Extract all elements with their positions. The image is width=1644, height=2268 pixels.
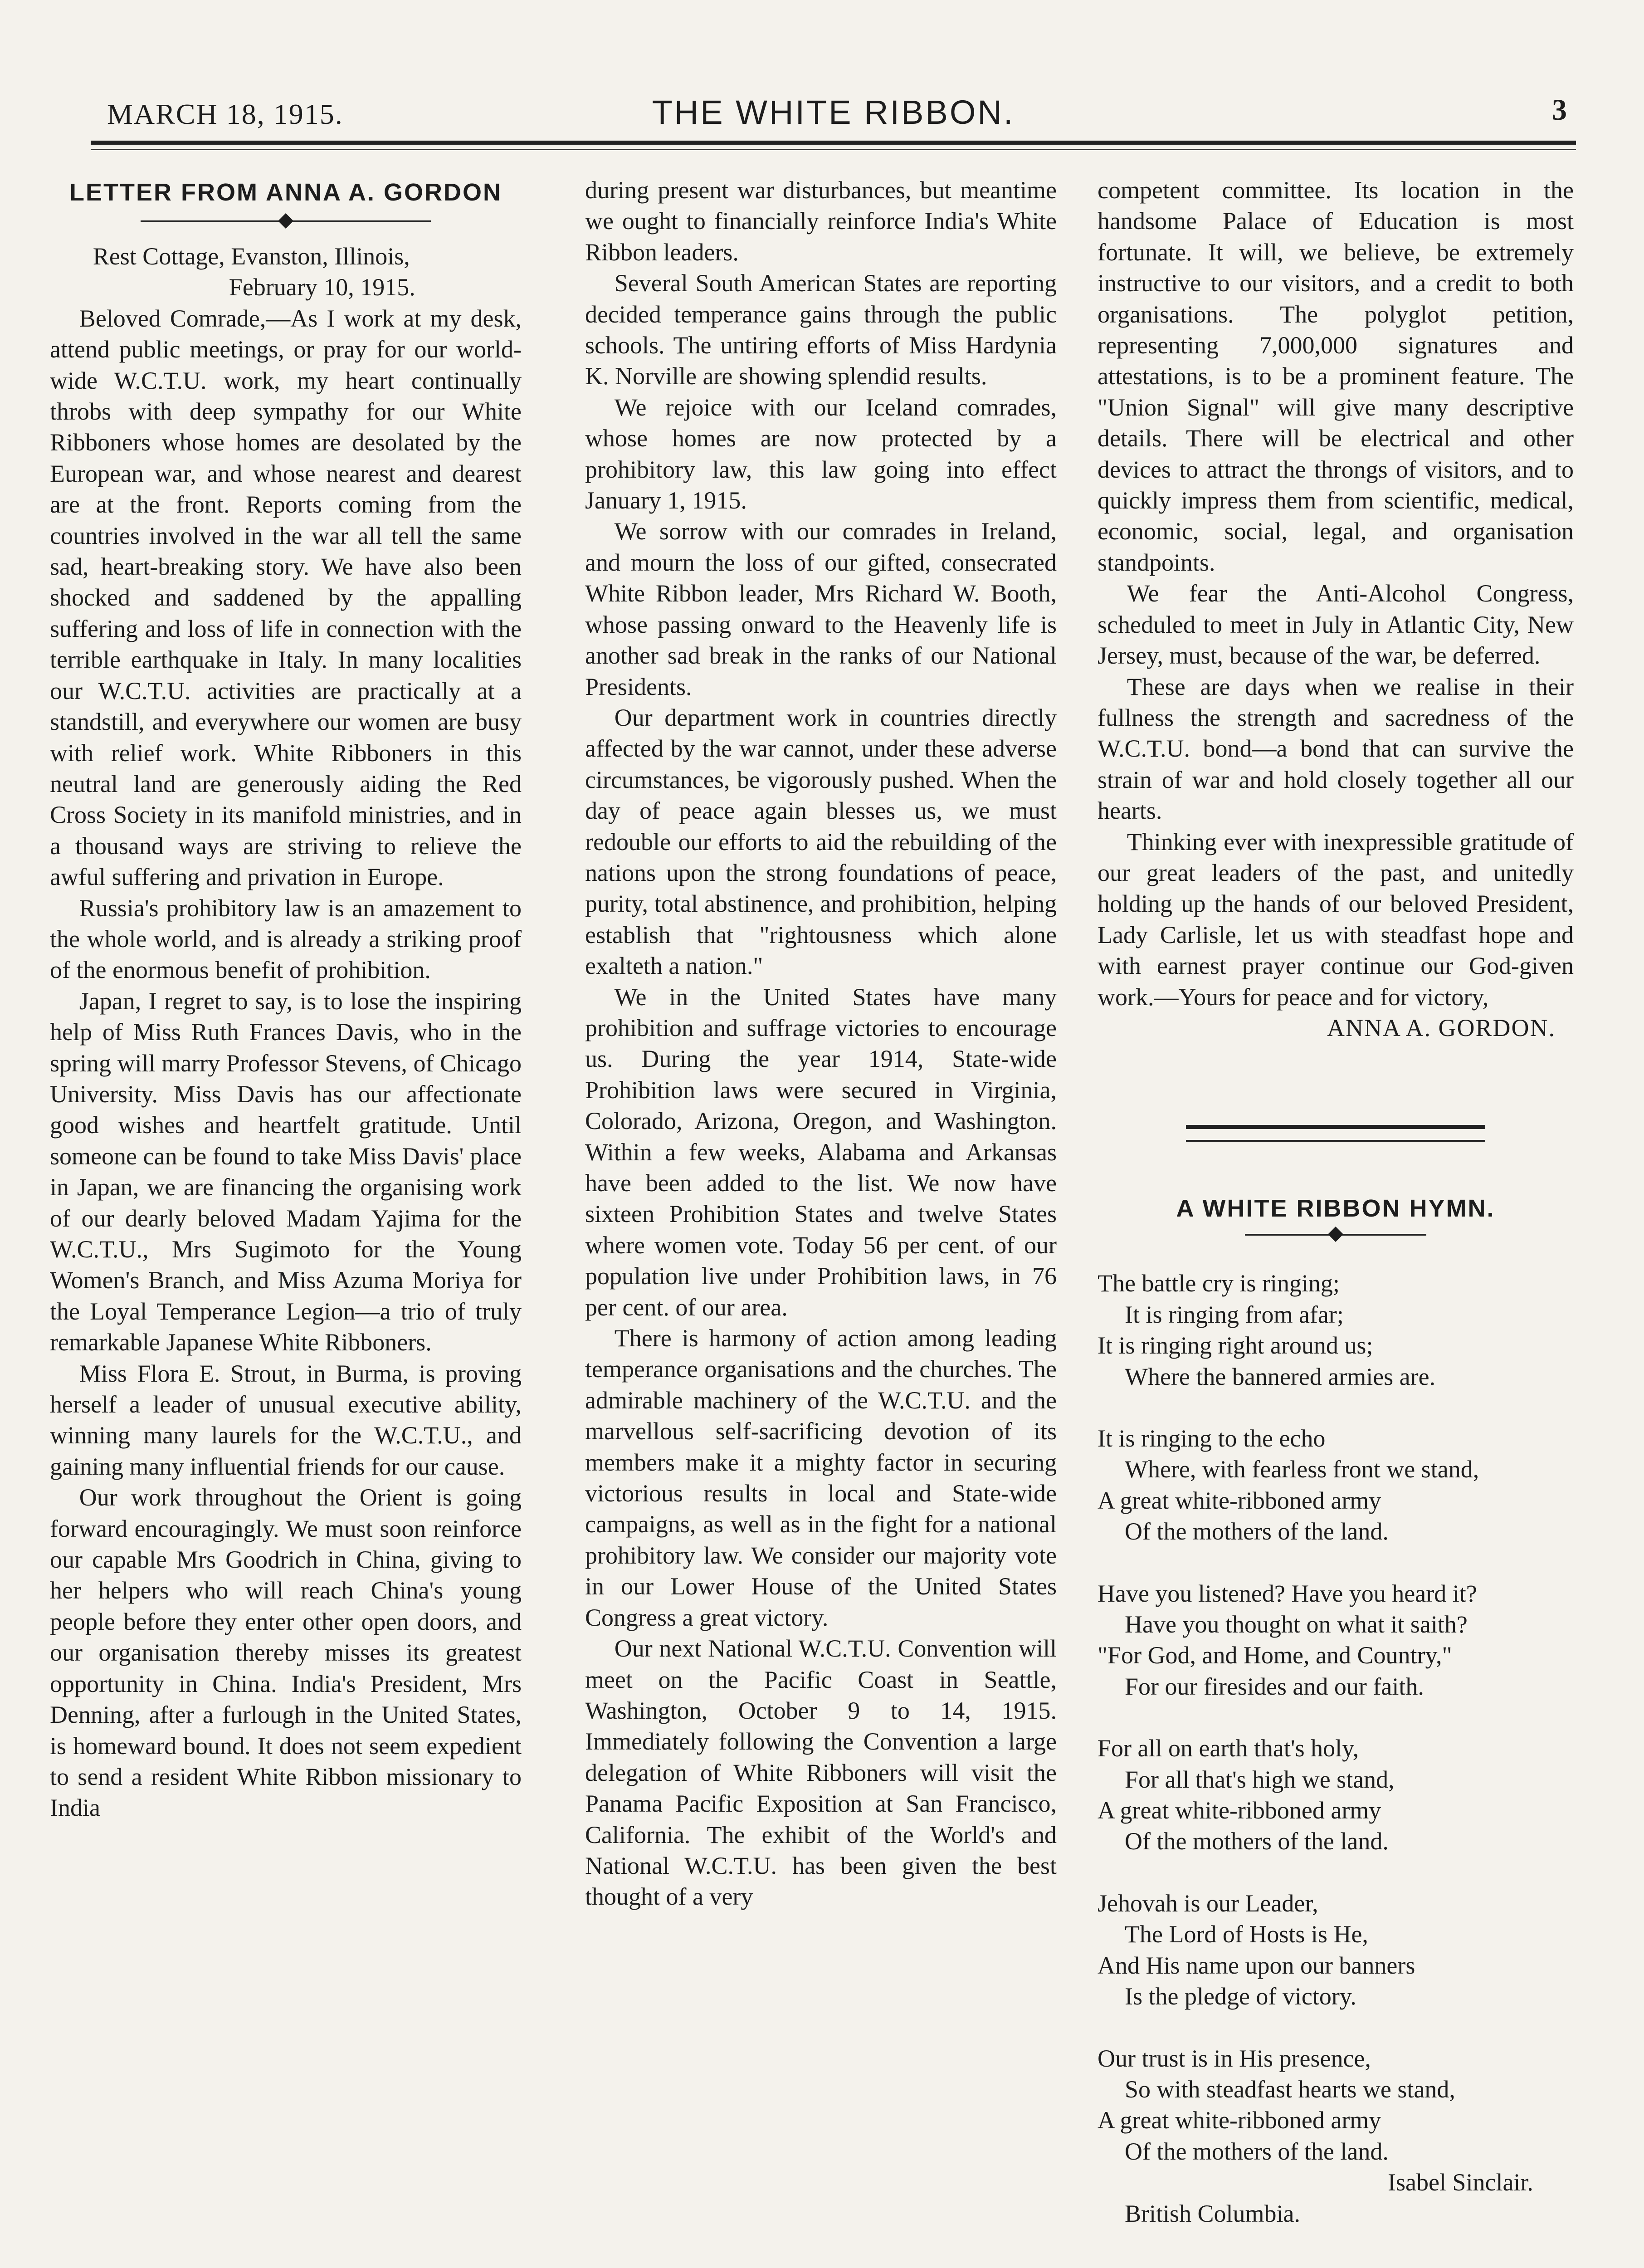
hymn-line: The battle cry is ringing; (1098, 1270, 1340, 1297)
hymn-author-place: British Columbia. (1125, 2200, 1301, 2227)
hymn-stanza (1098, 1268, 1574, 1392)
hymn-line: "For God, and Home, and Country," (1098, 1642, 1452, 1669)
column-1 (50, 175, 522, 2268)
hymn-stanza (1098, 1733, 1574, 1857)
section-divider (1186, 1125, 1485, 1142)
letter-paragraph: Beloved Comrade,—As I work at my desk, attend public meetings, or pray for our world-wide W.C.T.U. work, my heart continually throbs with deep sympathy for our White Ribboners whose homes are desolated by the European war, and whose nearest and dearest are at the front. Reports coming from the countries involved in the war all tell the same sad, heart-breaking story. We have also been shocked and saddened by the appalling suffering and loss of life in connection with the terrible earthquake in Italy. In many localities our W.C.T.U. activities are practically at a standstill, and everywhere our women are busy with relief work. White Ribboners in this neutral land are generously aiding the Red Cross Society in its manifold ministries, and in a thousand ways are striving to relieve the awful suffering and privation in Europe. (50, 304, 522, 891)
hymn-line: For our firesides and our faith. (1125, 1672, 1424, 1700)
header-rule-thick (91, 141, 1576, 145)
column-2 (585, 175, 1057, 2268)
hymn-line: The Lord of Hosts is He, (1125, 1921, 1368, 1948)
letter-paragraph: Our department work in countries directly affected by the war cannot, under these adverse circumstances, be vigorously pushed. When the day of peace again blesses us, we must redouble our efforts to aid the rebuilding of the nations upon the strong foundations of peace, purity, total abstinence, and prohibition, helping establish that "rightousness which alone exalteth a nation." (585, 704, 1057, 980)
letter-paragraph: We in the United States have many prohibition and suffrage victories to encourage us. During the year 1914, State-wide Prohibition laws were secured in Virginia, Colorado, Arizona, Oregon, and Washington. Within a few weeks, Alabama and Arkansas have been added to the list. We now have sixteen Prohibition States and twelve States where women vote. Today 56 per cent. of our population live under Prohibition laws, in 76 per cent. of our area. (585, 983, 1057, 1321)
issue-date: MARCH 18, 1915. (107, 98, 343, 130)
hymn-line: It is ringing from afar; (1125, 1300, 1344, 1328)
title-ornament (141, 212, 431, 230)
letter-paragraph-continued: competent committee. Its location in the handsome Palace of Education is most fortunate. It will, we believe, be extremely instructive to our visitors, and a credit to both organisations. The polyglot petition, representing 7,000,000 signatures and attestations, is to be a prominent feature. The "Union Signal" will give many descriptive details. There will be electrical and other devices to attract the throngs of visitors, and to quickly impress them from scientific, medical, economic, social, legal, and organisation standpoints. (1098, 176, 1574, 576)
hymn-stanza (1098, 1888, 1574, 2012)
hymn-line: Of the mothers of the land. (1125, 1828, 1389, 1855)
letter-paragraph-continued: during present war disturbances, but meantime we ought to financially reinforce India's White Ribbon leaders. (585, 176, 1057, 266)
hymn-title: A WHITE RIBBON HYMN. (1176, 1195, 1495, 1222)
hymn-line: It is ringing to the echo (1098, 1425, 1326, 1452)
hymn-line: Where, with fearless front we stand, (1125, 1456, 1479, 1483)
letter-paragraph: Our work throughout the Orient is going forward encouragingly. We must soon reinforce our capable Mrs Goodrich in China, giving to her helpers who will reach China's young people before they enter other open doors, and our organisation thereby misses its greatest opportunity in China. India's President, Mrs Denning, after a furlough in the United States, is homeward bound. It does not seem expedient to send a resident White Ribbon missionary to India (50, 1484, 522, 1822)
letter-title: LETTER FROM ANNA A. GORDON (69, 179, 502, 206)
hymn-stanza (1098, 1578, 1574, 1702)
hymn-stanza (1098, 2043, 1574, 2167)
header-rule-thin (91, 149, 1576, 150)
publication-title: THE WHITE RIBBON. (652, 93, 1015, 131)
hymn-line: Have you thought on what it saith? (1125, 1611, 1468, 1638)
hymn-line: Jehovah is our Leader, (1098, 1889, 1318, 1917)
letter-date: February 10, 1915. (229, 274, 415, 301)
hymn-line: It is ringing right around us; (1098, 1332, 1373, 1359)
hymn-line: So with steadfast hearts we stand, (1125, 2075, 1455, 2103)
letter-paragraph: Several South American States are reporting decided temperance gains through the public schools. The untiring efforts of Miss Hardynia K. Norville are showing splendid results. (585, 269, 1057, 390)
hymn-line: Our trust is in His presence, (1098, 2044, 1371, 2072)
letter-paragraph: Our next National W.C.T.U. Convention will meet on the Pacific Coast in Seattle, Washington, October 9 to 14, 1915. Immediately following the Convention a large delegation of White Ribboners will visit the Panama Pacific Exposition at San Francisco, California. The exhibit of the World's and National W.C.T.U. has been given the best thought of a very (585, 1635, 1057, 1911)
hymn-line: Is the pledge of victory. (1125, 1983, 1356, 2010)
hymn-author: Isabel Sinclair. (1388, 2169, 1533, 2196)
hymn-line: For all that's high we stand, (1125, 1765, 1395, 1793)
letter-paragraph: We fear the Anti-Alcohol Congress, scheduled to meet in July in Atlantic City, New Jersey, must, because of the war, be deferred. (1098, 580, 1574, 670)
hymn-line: A great white-ribboned army (1098, 1486, 1381, 1514)
page-number: 3 (1552, 93, 1567, 127)
hymn-stanza (1098, 1423, 1574, 1547)
letter-paragraph: We rejoice with our Iceland comrades, whose homes are now protected by a prohibitory law, this law going into effect January 1, 1915. (585, 393, 1057, 514)
hymn-line: A great white-ribboned army (1098, 1797, 1381, 1824)
hymn-title-ornament (1245, 1225, 1426, 1243)
hymn-line: Have you listened? Have you heard it? (1098, 1579, 1477, 1607)
hymn-line: And His name upon our banners (1098, 1951, 1415, 1979)
hymn-line: Of the mothers of the land. (1125, 2137, 1389, 2165)
letter-paragraph: These are days when we realise in their fullness the strength and sacredness of the W.C.T.U. bond—a bond that can survive the strain of war and hold closely together all our hearts. (1098, 673, 1574, 825)
letter-signature: ANNA A. GORDON. (1327, 1014, 1556, 1041)
hymn-line: A great white-ribboned army (1098, 2107, 1381, 2134)
letter-paragraph: Russia's prohibitory law is an amazement to the whole world, and is already a striking proof of the enormous benefit of prohibition. (50, 894, 522, 984)
page-header (91, 88, 1576, 138)
letter-paragraph: We sorrow with our comrades in Ireland, and mourn the loss of our gifted, consecrated White Ribbon leader, Mrs Richard W. Booth, whose passing onward to the Heavenly life is another sad break in the ranks of our National Presidents. (585, 518, 1057, 700)
hymn-line: For all on earth that's holy, (1098, 1735, 1359, 1762)
letter-paragraph: Japan, I regret to say, is to lose the inspiring help of Miss Ruth Frances Davis, who in the spring will marry Professor Stevens, of Chicago University. Miss Davis has our affectionate good wishes and heartfelt gratitude. Until someone can be found to take Miss Davis' place in Japan, we are financing the organising work of our dearly beloved Madam Yajima for the W.C.T.U., Mrs Sugimoto for the Young Women's Branch, and Miss Azuma Moriya for the Loyal Temperance Legion—a trio of truly remarkable Japanese White Ribboners. (50, 987, 522, 1356)
letter-paragraph: Miss Flora E. Strout, in Burma, is proving herself a leader of unusual executive ability, winning many laurels for the W.C.T.U., and gaining many influential friends for our cause. (50, 1359, 522, 1480)
letter-paragraph: Thinking ever with inexpressible gratitude of our great leaders of the past, and unitedly holding up the hands of our beloved President, Lady Carlisle, let us with steadfast hope and with earnest prayer continue our God-given work.—Yours for peace and for victory, (1098, 828, 1574, 1011)
hymn-line: Where the bannered armies are. (1125, 1363, 1436, 1390)
hymn-line: Of the mothers of the land. (1125, 1518, 1389, 1545)
column-3 (1098, 175, 1574, 2268)
letter-paragraph: There is harmony of action among leading temperance organisations and the churches. The admirable machinery of the W.C.T.U. and the marvellous self-sacrificing devotion of its members make it a mighty factor in securing victorious results in local and State-wide campaigns, as well as in the fight for a national prohibitory law. We consider our majority vote in our Lower House of the United States Congress a great victory. (585, 1325, 1057, 1631)
letter-address: Rest Cottage, Evanston, Illinois, (93, 243, 410, 270)
